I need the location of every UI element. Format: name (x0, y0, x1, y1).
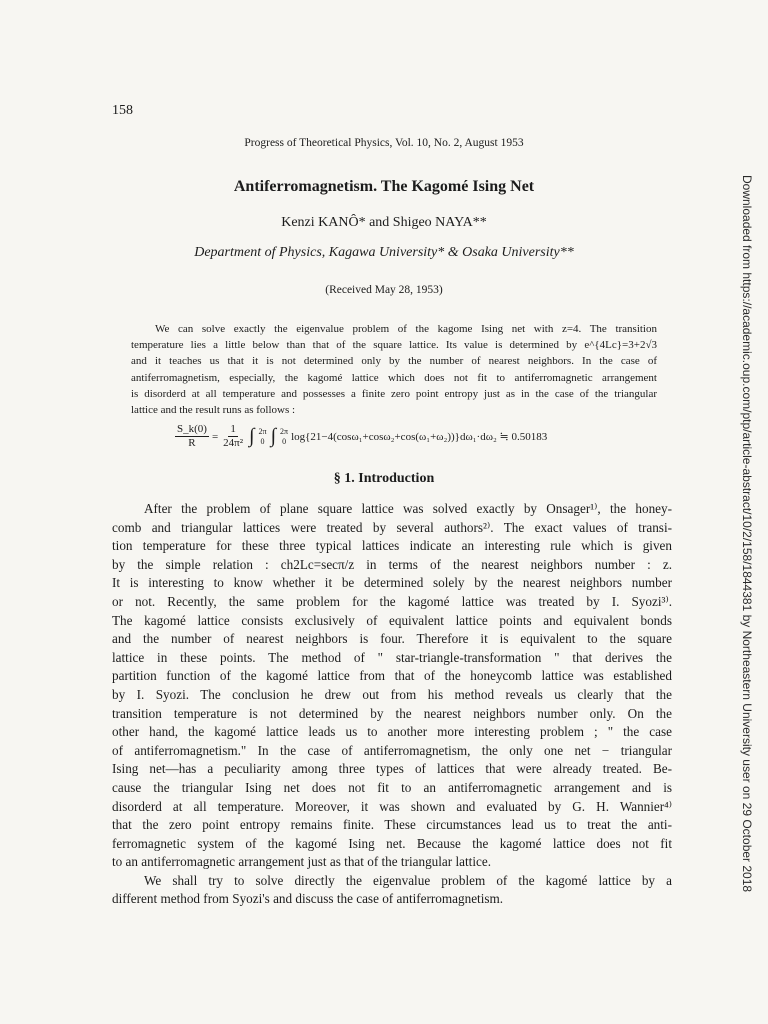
abstract (131, 321, 657, 418)
body-line: It is interesting to know whether it be determined solely by the nearest neighbors number (112, 575, 672, 591)
formula-integrand: log{21−4(cosω₁+cosω₂+cos(ω₁+ω₂))}dω₁·dω₂ ≒ 0.50183 (291, 431, 548, 443)
integral-limits (280, 427, 288, 447)
formula-coefficient (221, 423, 245, 450)
body-line: The kagomé lattice consists exclusively of equivalent lattice points and equivalent bonds (112, 612, 672, 628)
integral-sign: ∫ (249, 425, 255, 447)
abstract-line: antiferromagnetism, especially, the kagomé lattice which does not fit to antiferromagnetic arrangement (131, 371, 657, 384)
body-line: to an antiferromagnetic arrangement just as that of the triangular lattice. (112, 854, 491, 870)
body-line: partition function of the kagomé lattice from that of the honeycomb lattice was established (112, 668, 672, 684)
abstract-line: We can solve exactly the eigenvalue problem of the kagome Ising net with z=4. The transition (155, 323, 657, 335)
body-line: other hand, the kagomé lattice leads us to another more interesting problem ; " the case (112, 724, 672, 740)
body-line: disorderd at all temperature. Moreover, it was shown and evaluated by G. H. Wannier⁴⁾ (112, 798, 672, 814)
abstract-line: and it teaches us that it is not determined only by the number of nearest neighbors. In the case of (131, 355, 657, 368)
formula-lhs-denominator: R (188, 437, 196, 449)
integral-sign: ∫ (270, 425, 277, 447)
entropy-formula (172, 423, 547, 450)
authors: Kenzi KANÔ* and Shigeo NAYA** (281, 215, 487, 230)
body-text (112, 500, 672, 909)
upper-limit: 2π (280, 426, 289, 436)
body-line: transition temperature is not determined by the nearest neighbors number only. On the (112, 705, 672, 721)
download-watermark: Downloaded from https://academic.oup.com/ptp/article-abstract/10/2/158/1844381 by Northeastern University user on 29 October 2018 (740, 175, 754, 893)
paper-title: Antiferromagnetism. The Kagomé Ising Net (233, 178, 535, 195)
abstract-line: is disorderd at all temperature and possesses a finite zero point entropy just as in the case of the triangular (131, 387, 657, 400)
body-line: by the simple relation : ch2Lc=secπ/z in terms of the nearest neighbors number : z. (112, 556, 672, 572)
affiliation: Department of Physics, Kagawa University* & Osaka University** (194, 245, 574, 260)
abstract-line: lattice and the result runs as follows : (131, 404, 296, 417)
body-line: different method from Syozi's and discuss the case of antiferromagnetism. (112, 891, 504, 907)
page-number: 158 (112, 103, 133, 118)
upper-limit: 2π (258, 426, 267, 436)
body-line: of antiferromagnetism." In the case of antiferromagnetism, the only one net − triangular (112, 742, 672, 758)
body-line: lattice in these points. The method of " star-triangle-transformation " that derives the (112, 649, 672, 665)
body-line: by I. Syozi. The conclusion he drew out from his method reveals us clearly that the (112, 686, 672, 702)
abstract-line: temperature lies a little below than that of the square lattice. Its value is determined by e^{4Lc}=3+2√3 (131, 339, 657, 352)
formula-lhs (175, 423, 209, 450)
body-line: Ising net—has a peculiarity among three types of lattices that were already treated. Be- (112, 761, 672, 777)
lower-limit: 0 (282, 436, 287, 446)
body-line: and the number of nearest neighbors is four. Therefore it is equivalent to the square (112, 631, 672, 647)
body-line: or not. Recently, the same problem for the kagomé lattice was treated by I. Syozi³⁾. (112, 593, 672, 609)
section-heading: § 1. Introduction (333, 471, 435, 486)
formula-lhs-numerator: S_k(0) (177, 423, 207, 435)
equals-sign: = (211, 430, 219, 443)
body-line: tion temperature for these three typical lattices indicate an interesting rule which is given (112, 538, 672, 554)
journal-header: Progress of Theoretical Physics, Vol. 10, No. 2, August 1953 (244, 137, 524, 149)
body-line: cause the triangular Ising net does not fit to an antiferromagnetic arrangement and is (112, 779, 672, 795)
received-date: (Received May 28, 1953) (325, 284, 443, 296)
coefficient-denominator: 24π² (223, 437, 244, 449)
body-line: ferromagnetic system of the kagomé Ising net. Because the kagomé lattice does not fit (112, 835, 672, 851)
body-line: comb and triangular lattices were treated by several authors²⁾. The exact values of transi- (112, 519, 672, 535)
integral-limits (259, 427, 267, 447)
body-line: We shall try to solve directly the eigenvalue problem of the kagomé lattice by a (144, 872, 672, 888)
lower-limit: 0 (260, 436, 265, 446)
body-line: After the problem of plane square lattice was solved exactly by Onsager¹⁾, the honey- (144, 501, 672, 516)
coefficient-numerator: 1 (230, 423, 236, 435)
body-line: that the zero point entropy remains finite. These circumstances lead us to treat the anti- (112, 817, 672, 833)
